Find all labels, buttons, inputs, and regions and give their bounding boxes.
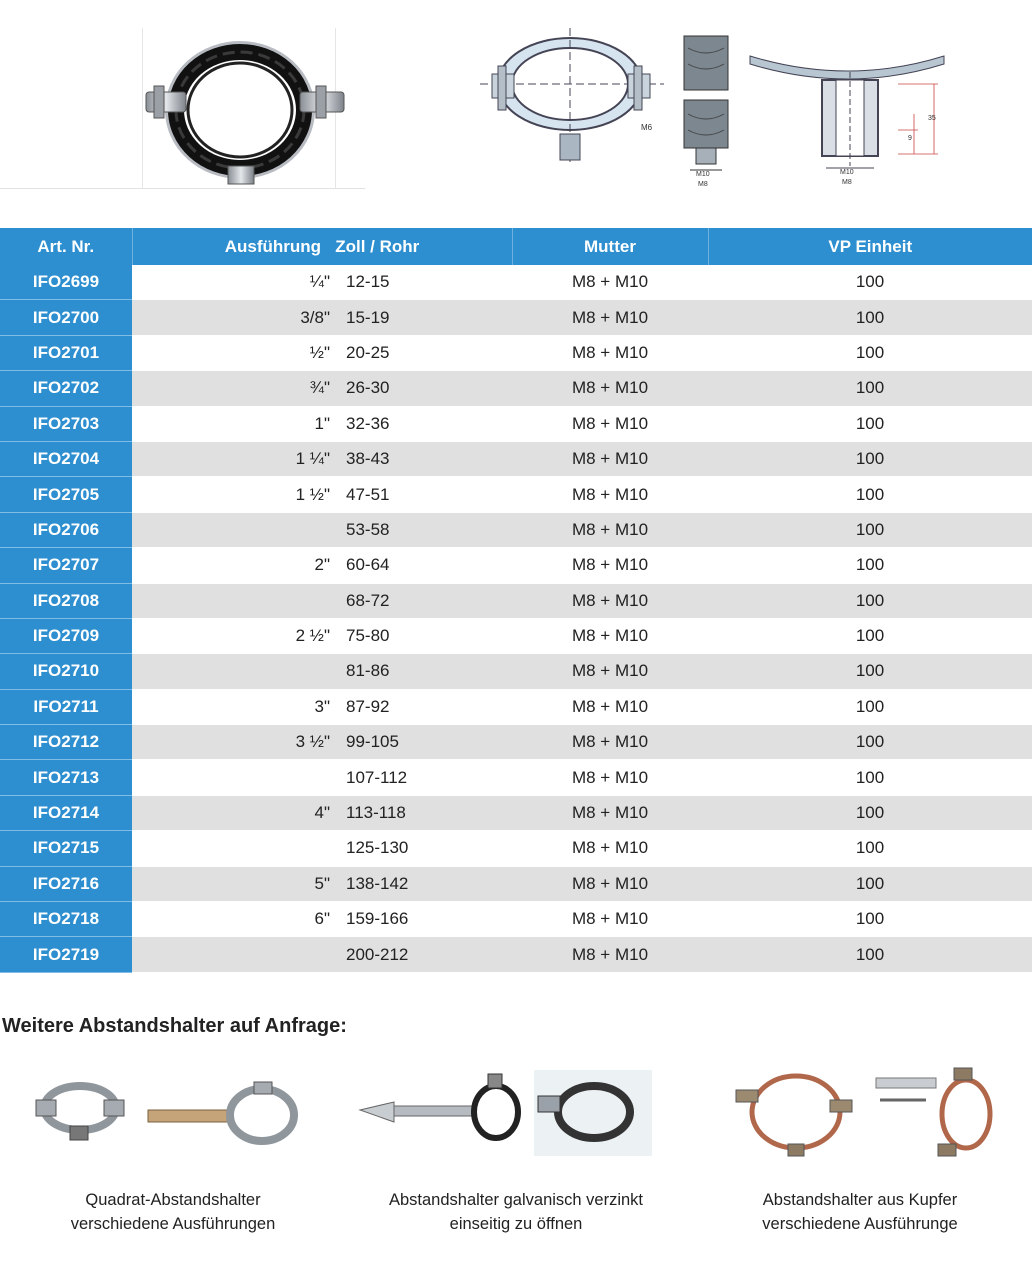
caption-line: einseitig zu öffnen bbox=[449, 1215, 583, 1233]
vp-einheit-cell: 100 bbox=[708, 300, 1032, 335]
art-nr-cell: IFO2707 bbox=[0, 548, 132, 583]
table-row bbox=[0, 831, 1032, 866]
galvanized-spacer-image bbox=[354, 1060, 654, 1160]
ausfuehrung-values bbox=[202, 768, 442, 788]
zoll-value: 5" bbox=[314, 873, 330, 893]
art-nr-cell: IFO2700 bbox=[0, 300, 132, 335]
table-row bbox=[0, 760, 1032, 795]
table-row bbox=[0, 654, 1032, 689]
art-nr-cell: IFO2715 bbox=[0, 831, 132, 866]
table-row bbox=[0, 937, 1032, 972]
ausfuehrung-cell bbox=[132, 760, 512, 795]
header-mutter: Mutter bbox=[512, 228, 708, 265]
nut-section-drawing bbox=[748, 50, 958, 190]
zoll-value: 6" bbox=[314, 909, 330, 929]
vp-einheit-cell: 100 bbox=[708, 618, 1032, 653]
rohr-value: 81-86 bbox=[346, 661, 390, 681]
caption-galvanized-spacer bbox=[370, 1188, 662, 1236]
art-nr-cell: IFO2699 bbox=[0, 265, 132, 300]
mutter-cell: M8 + M10 bbox=[512, 689, 708, 724]
rohr-value: 75-80 bbox=[346, 626, 390, 646]
caption-line: Abstandshalter galvanisch verzinkt bbox=[388, 1191, 644, 1209]
ausfuehrung-values bbox=[202, 838, 442, 858]
zoll-value: 1 ¼" bbox=[295, 449, 330, 469]
m6-label: M6 bbox=[641, 123, 653, 132]
mutter-cell: M8 + M10 bbox=[512, 512, 708, 547]
ausfuehrung-cell bbox=[132, 335, 512, 370]
vp-einheit-cell: 100 bbox=[708, 512, 1032, 547]
article-table bbox=[0, 228, 1032, 973]
ausfuehrung-cell bbox=[132, 831, 512, 866]
mutter-cell: M8 + M10 bbox=[512, 477, 708, 512]
table-row bbox=[0, 618, 1032, 653]
m8-section-label: M8 bbox=[842, 179, 852, 186]
art-nr-cell: IFO2714 bbox=[0, 795, 132, 830]
table-row bbox=[0, 441, 1032, 476]
mutter-cell: M8 + M10 bbox=[512, 583, 708, 618]
mutter-cell: M8 + M10 bbox=[512, 618, 708, 653]
table-row bbox=[0, 902, 1032, 937]
ausfuehrung-cell bbox=[132, 689, 512, 724]
vp-einheit-cell: 100 bbox=[708, 937, 1032, 972]
mutter-cell: M8 + M10 bbox=[512, 441, 708, 476]
ausfuehrung-values bbox=[202, 945, 442, 965]
m10-section-label: M10 bbox=[840, 169, 854, 176]
art-nr-cell: IFO2716 bbox=[0, 866, 132, 901]
table-row bbox=[0, 300, 1032, 335]
table-row bbox=[0, 725, 1032, 760]
rohr-value: 68-72 bbox=[346, 590, 390, 610]
art-nr-cell: IFO2713 bbox=[0, 760, 132, 795]
mutter-cell: M8 + M10 bbox=[512, 760, 708, 795]
mutter-cell: M8 + M10 bbox=[512, 831, 708, 866]
caption-square-spacer bbox=[42, 1188, 304, 1236]
ausfuehrung-cell bbox=[132, 512, 512, 547]
ausfuehrung-cell bbox=[132, 902, 512, 937]
mutter-cell: M8 + M10 bbox=[512, 406, 708, 441]
rohr-value: 113-118 bbox=[346, 803, 406, 823]
rohr-value: 47-51 bbox=[346, 484, 390, 504]
ausfuehrung-values bbox=[202, 909, 442, 929]
art-nr-cell: IFO2709 bbox=[0, 618, 132, 653]
rohr-value: 38-43 bbox=[346, 449, 390, 469]
table-row bbox=[0, 265, 1032, 300]
vp-einheit-cell: 100 bbox=[708, 795, 1032, 830]
rohr-value: 99-105 bbox=[346, 732, 399, 752]
art-nr-cell: IFO2701 bbox=[0, 335, 132, 370]
header-ausfuehrung: Ausführung Zoll / Rohr bbox=[132, 228, 512, 265]
rohr-value: 12-15 bbox=[346, 272, 390, 292]
table-row bbox=[0, 795, 1032, 830]
art-nr-cell: IFO2710 bbox=[0, 654, 132, 689]
table-header-row bbox=[0, 228, 1032, 265]
vp-einheit-cell: 100 bbox=[708, 548, 1032, 583]
ausfuehrung-cell bbox=[132, 371, 512, 406]
rohr-value: 26-30 bbox=[346, 378, 390, 398]
zoll-value: ¼" bbox=[309, 272, 330, 292]
mutter-cell: M8 + M10 bbox=[512, 654, 708, 689]
art-nr-cell: IFO2704 bbox=[0, 441, 132, 476]
ausfuehrung-values bbox=[202, 308, 442, 328]
ausfuehrung-cell bbox=[132, 795, 512, 830]
zoll-value: ½" bbox=[309, 342, 330, 362]
rohr-value: 15-19 bbox=[346, 307, 390, 327]
vp-einheit-cell: 100 bbox=[708, 866, 1032, 901]
art-nr-cell: IFO2702 bbox=[0, 371, 132, 406]
table-row bbox=[0, 406, 1032, 441]
dim-35-label: 35 bbox=[928, 115, 936, 122]
mutter-cell: M8 + M10 bbox=[512, 795, 708, 830]
art-nr-cell: IFO2706 bbox=[0, 512, 132, 547]
header-vp-einheit: VP Einheit bbox=[708, 228, 1032, 265]
rohr-value: 138-142 bbox=[346, 873, 409, 893]
ausfuehrung-values bbox=[202, 520, 442, 540]
mutter-cell: M8 + M10 bbox=[512, 335, 708, 370]
vp-einheit-cell: 100 bbox=[708, 725, 1032, 760]
caption-copper-spacer bbox=[740, 1188, 980, 1236]
m10-side-label: M10 bbox=[696, 171, 710, 178]
ausfuehrung-cell bbox=[132, 583, 512, 618]
vp-einheit-cell: 100 bbox=[708, 441, 1032, 476]
vp-einheit-cell: 100 bbox=[708, 335, 1032, 370]
ausfuehrung-cell bbox=[132, 937, 512, 972]
mutter-cell: M8 + M10 bbox=[512, 866, 708, 901]
vp-einheit-cell: 100 bbox=[708, 831, 1032, 866]
vp-einheit-cell: 100 bbox=[708, 265, 1032, 300]
vp-einheit-cell: 100 bbox=[708, 583, 1032, 618]
vp-einheit-cell: 100 bbox=[708, 477, 1032, 512]
ausfuehrung-values bbox=[202, 414, 442, 434]
zoll-value: 2 ½" bbox=[295, 626, 330, 646]
art-nr-cell: IFO2718 bbox=[0, 902, 132, 937]
table-row bbox=[0, 477, 1032, 512]
mutter-cell: M8 + M10 bbox=[512, 371, 708, 406]
zoll-value: 3/8" bbox=[300, 307, 330, 327]
ausfuehrung-cell bbox=[132, 477, 512, 512]
ausfuehrung-values bbox=[202, 449, 442, 469]
zoll-value: 1 ½" bbox=[295, 484, 330, 504]
table-row bbox=[0, 689, 1032, 724]
rohr-value: 200-212 bbox=[346, 944, 409, 964]
rohr-value: 20-25 bbox=[346, 342, 390, 362]
mutter-cell: M8 + M10 bbox=[512, 725, 708, 760]
ausfuehrung-values bbox=[202, 485, 442, 505]
ausfuehrung-values bbox=[202, 626, 442, 646]
ausfuehrung-values bbox=[202, 343, 442, 363]
art-nr-cell: IFO2705 bbox=[0, 477, 132, 512]
ausfuehrung-cell bbox=[132, 406, 512, 441]
caption-line: verschiedene Ausführunge bbox=[762, 1215, 958, 1233]
ausfuehrung-values bbox=[202, 732, 442, 752]
rohr-value: 159-166 bbox=[346, 909, 409, 929]
copper-spacer-image bbox=[730, 1060, 1000, 1160]
vp-einheit-cell: 100 bbox=[708, 902, 1032, 937]
ausfuehrung-values bbox=[202, 272, 442, 292]
ausfuehrung-cell bbox=[132, 300, 512, 335]
rohr-value: 107-112 bbox=[346, 767, 408, 787]
art-nr-cell: IFO2719 bbox=[0, 937, 132, 972]
table-body bbox=[0, 265, 1032, 972]
table-row bbox=[0, 548, 1032, 583]
mutter-cell: M8 + M10 bbox=[512, 548, 708, 583]
caption-line: Abstandshalter aus Kupfer bbox=[762, 1191, 958, 1209]
mutter-cell: M8 + M10 bbox=[512, 265, 708, 300]
zoll-value: ¾" bbox=[309, 378, 330, 398]
ausfuehrung-cell bbox=[132, 725, 512, 760]
rohr-value: 60-64 bbox=[346, 555, 390, 575]
dim-9-label: 9 bbox=[908, 135, 912, 142]
vp-einheit-cell: 100 bbox=[708, 689, 1032, 724]
table-row bbox=[0, 371, 1032, 406]
ausfuehrung-values bbox=[202, 378, 442, 398]
mutter-cell: M8 + M10 bbox=[512, 937, 708, 972]
rohr-value: 53-58 bbox=[346, 519, 390, 539]
zoll-value: 3" bbox=[314, 696, 330, 716]
zoll-value: 1" bbox=[314, 413, 330, 433]
rohr-value: 32-36 bbox=[346, 413, 390, 433]
rohr-value: 87-92 bbox=[346, 696, 390, 716]
ausfuehrung-values bbox=[202, 591, 442, 611]
ausfuehrung-cell bbox=[132, 654, 512, 689]
square-spacer-image bbox=[30, 1060, 310, 1160]
ausfuehrung-values bbox=[202, 874, 442, 894]
ausfuehrung-values bbox=[202, 555, 442, 575]
zoll-value: 2" bbox=[314, 555, 330, 575]
mutter-cell: M8 + M10 bbox=[512, 902, 708, 937]
ausfuehrung-values bbox=[202, 697, 442, 717]
m8-side-label: M8 bbox=[698, 181, 708, 188]
mutter-cell: M8 + M10 bbox=[512, 300, 708, 335]
product-imagery bbox=[0, 0, 1032, 225]
caption-line: verschiedene Ausführungen bbox=[70, 1215, 276, 1233]
ausfuehrung-values bbox=[202, 803, 442, 823]
art-nr-cell: IFO2712 bbox=[0, 725, 132, 760]
pipe-clamp-photo bbox=[140, 38, 355, 188]
ausfuehrung-cell bbox=[132, 548, 512, 583]
vp-einheit-cell: 100 bbox=[708, 371, 1032, 406]
rohr-value: 125-130 bbox=[346, 838, 409, 858]
table-row bbox=[0, 866, 1032, 901]
ausfuehrung-cell bbox=[132, 618, 512, 653]
art-nr-cell: IFO2708 bbox=[0, 583, 132, 618]
more-accessories-title: Weitere Abstandshalter auf Anfrage: bbox=[2, 1015, 347, 1037]
ausfuehrung-cell bbox=[132, 441, 512, 476]
table-row bbox=[0, 583, 1032, 618]
zoll-value: 4" bbox=[314, 803, 330, 823]
ausfuehrung-cell bbox=[132, 265, 512, 300]
vp-einheit-cell: 100 bbox=[708, 406, 1032, 441]
table-row bbox=[0, 335, 1032, 370]
vp-einheit-cell: 100 bbox=[708, 654, 1032, 689]
zoll-value: 3 ½" bbox=[295, 732, 330, 752]
table-row bbox=[0, 512, 1032, 547]
ausfuehrung-cell bbox=[132, 866, 512, 901]
clamp-front-view-drawing bbox=[478, 22, 668, 172]
header-art-nr: Art. Nr. bbox=[0, 228, 132, 265]
clamp-side-view-drawing bbox=[678, 30, 748, 195]
ausfuehrung-values bbox=[202, 661, 442, 681]
art-nr-cell: IFO2703 bbox=[0, 406, 132, 441]
vp-einheit-cell: 100 bbox=[708, 760, 1032, 795]
art-nr-cell: IFO2711 bbox=[0, 689, 132, 724]
caption-line: Quadrat-Abstandshalter bbox=[85, 1191, 261, 1209]
